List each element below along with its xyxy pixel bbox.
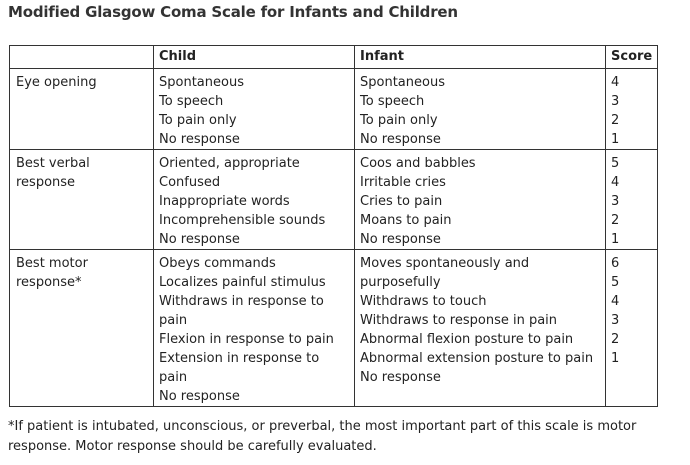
score-value: 1 <box>611 232 620 247</box>
list-item: Moves spontaneously and purposefully <box>360 256 530 290</box>
list-item: Irritable cries <box>360 175 446 190</box>
section-best-motor: Best motor response* <box>10 250 154 407</box>
score-value: 3 <box>611 94 620 109</box>
section-best-verbal <box>10 150 154 250</box>
gcs-table <box>9 45 658 407</box>
header-infant: Infant <box>355 46 606 69</box>
list-item: To pain only <box>159 113 237 128</box>
header-score: Score <box>606 46 658 69</box>
list-item: Spontaneous <box>159 75 244 90</box>
infant-cell <box>355 69 606 150</box>
score-value: 1 <box>611 351 620 366</box>
list-item: Localizes painful stimulus <box>159 275 326 290</box>
score-cell <box>606 150 658 250</box>
list-item: No response <box>159 389 240 404</box>
score-value: 2 <box>611 113 620 128</box>
list-item: No response <box>360 370 441 385</box>
list-item: Inappropriate words <box>159 194 290 209</box>
list-item: Confused <box>159 175 221 190</box>
score-value: 1 <box>611 132 620 147</box>
score-value: 3 <box>611 194 620 209</box>
section-label: Best verbal response <box>16 156 90 190</box>
list-item: To speech <box>159 94 224 109</box>
list-item: Spontaneous <box>360 75 445 90</box>
list-item: Coos and babbles <box>360 156 476 171</box>
score-value: 4 <box>611 75 620 90</box>
score-value: 5 <box>611 275 620 290</box>
list-item: Withdraws to touch <box>360 294 487 309</box>
list-item: No response <box>159 132 240 147</box>
score-value: 4 <box>611 294 620 309</box>
list-item: Moans to pain <box>360 213 452 228</box>
child-cell <box>154 250 355 407</box>
infant-cell <box>355 150 606 250</box>
score-value: 5 <box>611 156 620 171</box>
score-value: 6 <box>611 256 620 271</box>
table-row <box>10 250 658 407</box>
header-section <box>10 46 154 69</box>
score-value: 3 <box>611 313 620 328</box>
list-item: No response <box>360 232 441 247</box>
header-child: Child <box>154 46 355 69</box>
list-item: No response <box>360 132 441 147</box>
footnote: *If patient is intubated, unconscious, or preverbal, the most important part of this scale is motor response. Motor response should be carefully evaluated. <box>8 419 637 454</box>
list-item: Oriented, appropriate <box>159 156 300 171</box>
list-item: No response <box>159 232 240 247</box>
list-item: Flexion in response to pain <box>159 332 334 347</box>
page-title: Modified Glasgow Coma Scale for Infants and Children <box>8 3 458 21</box>
list-item: Withdraws to response in pain <box>360 313 558 328</box>
list-item: Abnormal extension posture to pain <box>360 351 594 366</box>
list-item: Cries to pain <box>360 194 443 209</box>
list-item: Obeys commands <box>159 256 276 271</box>
table-row <box>10 150 658 250</box>
score-value: 4 <box>611 175 620 190</box>
score-cell <box>606 250 658 407</box>
list-item: Incomprehensible sounds <box>159 213 326 228</box>
score-value: 2 <box>611 213 620 228</box>
score-value: 2 <box>611 332 620 347</box>
list-item: Extension in response to pain <box>159 351 320 385</box>
table-header-row <box>10 46 658 69</box>
child-cell <box>154 69 355 150</box>
list-item: To speech <box>360 94 425 109</box>
list-item: Abnormal flexion posture to pain <box>360 332 574 347</box>
infant-cell <box>355 250 606 407</box>
section-eye-opening: Eye opening <box>10 69 154 150</box>
list-item: To pain only <box>360 113 438 128</box>
table-row <box>10 69 658 150</box>
score-cell <box>606 69 658 150</box>
list-item: Withdraws in response to pain <box>159 294 324 328</box>
child-cell <box>154 150 355 250</box>
